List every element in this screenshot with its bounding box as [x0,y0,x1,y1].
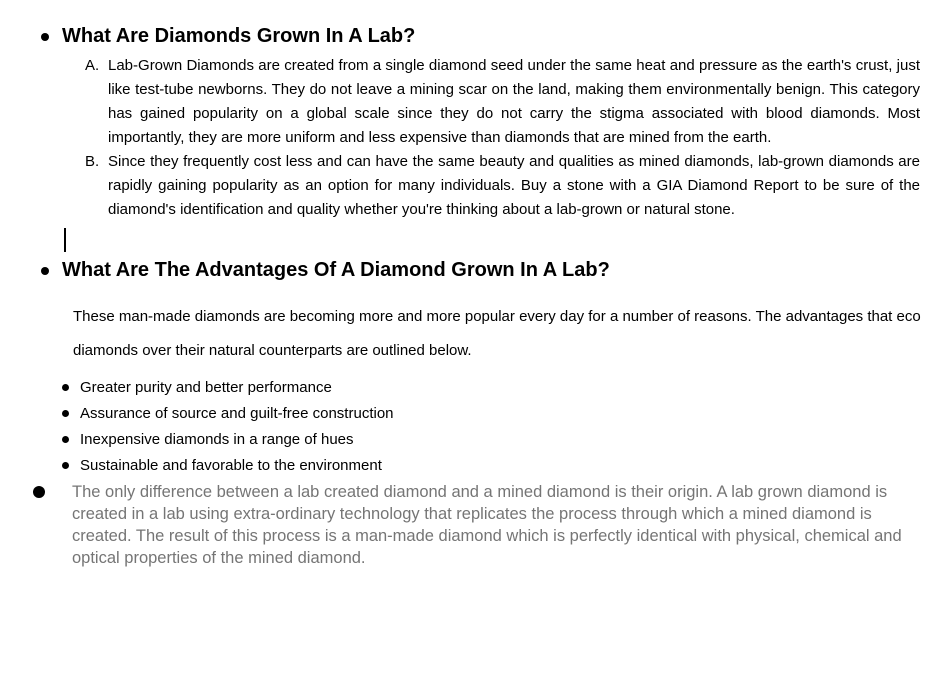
list-item[interactable] [62,374,948,400]
section2-heading[interactable]: What Are The Advantages Of A Diamond Grown In A Lab? [62,259,610,281]
lettered-list [85,54,920,222]
list-bullet-icon [62,462,69,469]
section2-heading-row [41,259,948,282]
list-item[interactable] [62,400,948,426]
list-bullet-icon [62,384,69,391]
heading-bullet-icon [41,267,49,275]
note-text[interactable]: The only difference between a lab created diamond and a mined diamond is their origin. A lab grown diamond is created in a lab using extra-ordinary technology that replicates the process through which a mined diamond is created. The result of this process is a man-made diamond which is perfectly identical with physical, chemical and optical properties of the mined diamond. [72,483,902,567]
list-item-b-text[interactable]: Since they frequently cost less and can have the same beauty and qualities as mined diamonds, lab-grown diamonds are rapidly gaining popularity as an option for many individuals. Buy a stone with a GIA Diamond Report to be sure of the diamond's identification and quality whether you're thinking about a lab-grown or natural stone. [108,153,920,218]
advantage-text[interactable]: Inexpensive diamonds in a range of hues [80,430,354,448]
list-bullet-icon [33,486,45,498]
advantage-text[interactable]: Assurance of source and guilt-free construction [80,404,394,422]
text-cursor [64,228,66,252]
list-bullet-icon [62,410,69,417]
note-paragraph[interactable] [72,481,917,569]
list-item[interactable] [62,426,948,452]
advantages-list [62,374,948,478]
document-page [0,25,948,679]
intro-line-2[interactable]: diamonds over their natural counterparts are outlined below. [73,342,472,359]
empty-line[interactable] [0,228,948,252]
heading-bullet-icon [41,33,49,41]
list-item-a[interactable] [85,54,920,150]
section1-heading[interactable]: What Are Diamonds Grown In A Lab? [62,25,416,47]
list-item-a-text[interactable]: Lab-Grown Diamonds are created from a single diamond seed under the same heat and pressure as the earth's crust, just like test-tube newborns. They do not leave a mining scar on the land, making them environmentally benign. This category has gained popularity on a global scale since they do not carry the stigma associated with blood diamonds. Most importantly, they are more uniform and less expensive than diamonds that are mined from the earth. [108,57,920,146]
list-marker-b: B. [85,153,100,170]
list-marker-a: A. [85,57,100,74]
advantage-text[interactable]: Sustainable and favorable to the environment [80,456,382,474]
list-item[interactable] [62,452,948,478]
intro-paragraph[interactable] [73,300,923,368]
list-bullet-icon [62,436,69,443]
intro-line-1[interactable]: These man-made diamonds are becoming more and more popular every day for a number of reasons. The advantages that eco [73,308,921,325]
section1-heading-row [41,25,948,48]
list-item-b[interactable] [85,150,920,222]
advantage-text[interactable]: Greater purity and better performance [80,378,332,396]
